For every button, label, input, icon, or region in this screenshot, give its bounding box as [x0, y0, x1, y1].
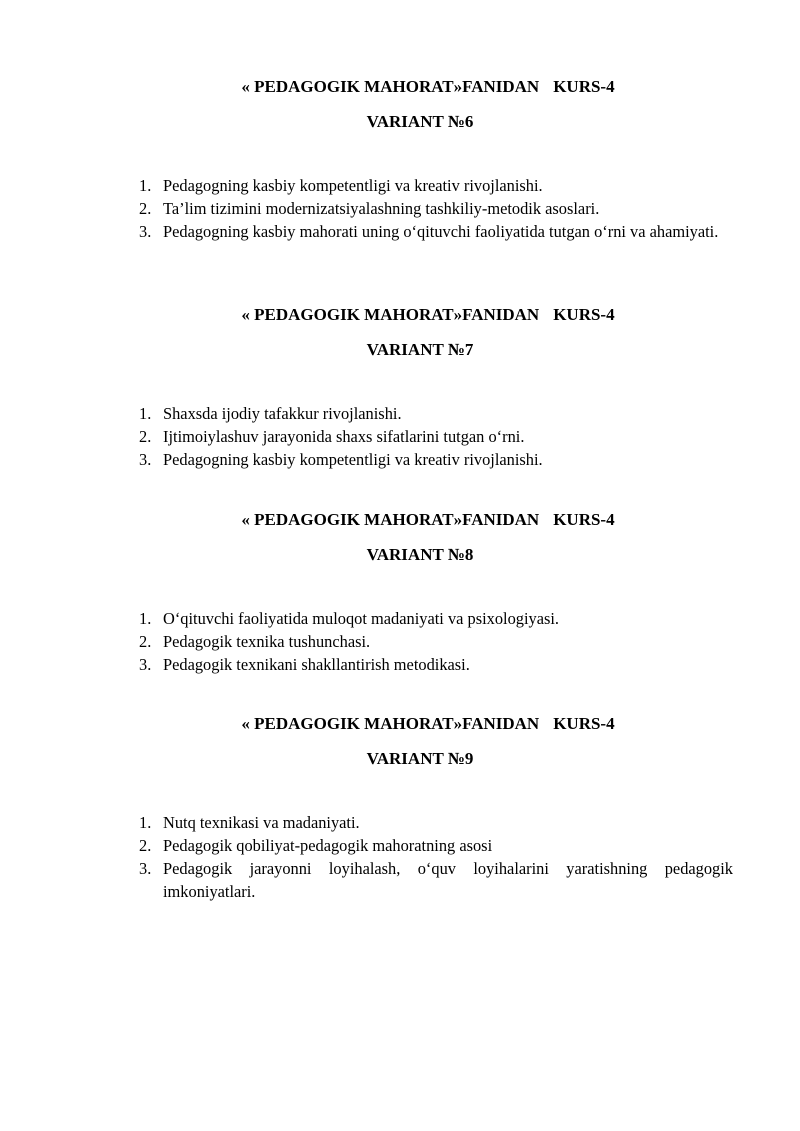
question-item	[0, 653, 733, 676]
question-item	[0, 630, 733, 653]
question-item	[0, 857, 733, 903]
variant-label: VARIANT №9	[366, 749, 474, 768]
question-number: 2.	[139, 836, 152, 855]
course-heading-main: « PEDAGOGIK MAHORAT»FANIDAN	[241, 305, 540, 324]
variant-label: VARIANT №7	[366, 340, 474, 359]
question-item	[0, 402, 733, 425]
question-number: 1.	[139, 609, 152, 628]
question-text: Ta’lim tizimini modernizatsiyalashning tashkiliy-metodik asoslari.	[163, 199, 600, 218]
course-heading-main: « PEDAGOGIK MAHORAT»FANIDAN	[241, 714, 540, 733]
question-number: 2.	[139, 199, 152, 218]
question-text: Pedagogik qobiliyat-pedagogik mahoratning asosi	[163, 836, 493, 855]
question-item	[0, 834, 733, 857]
question-number: 3.	[139, 655, 152, 674]
course-heading	[0, 77, 800, 97]
question-item	[0, 174, 733, 197]
question-item	[0, 197, 733, 220]
variant-label: VARIANT №6	[366, 112, 474, 131]
question-number: 3.	[139, 859, 152, 878]
question-item	[0, 607, 733, 630]
course-heading-main: « PEDAGOGIK MAHORAT»FANIDAN	[241, 510, 540, 529]
question-number: 1.	[139, 404, 152, 423]
question-number: 1.	[139, 813, 152, 832]
question-list	[0, 607, 800, 676]
variant-section-6	[0, 77, 800, 243]
question-text: Ijtimoiylashuv jarayonida shaxs sifatlarini tutgan o‘rni.	[163, 427, 525, 446]
question-text: Pedagogning kasbiy kompetentligi va kreativ rivojlanishi.	[163, 450, 543, 469]
question-text: Shaxsda ijodiy tafakkur rivojlanishi.	[163, 404, 402, 423]
question-text: Nutq texnikasi va madaniyati.	[163, 813, 360, 832]
question-number: 2.	[139, 632, 152, 651]
variant-section-7	[0, 305, 800, 471]
question-number: 1.	[139, 176, 152, 195]
question-text: Pedagogik jarayonni loyihalash, o‘quv loyihalarini yaratishning pedagogik imkoniyatlari.	[163, 859, 733, 901]
course-heading-kurs: KURS-4	[553, 305, 615, 324]
course-heading	[0, 510, 800, 530]
question-text: O‘qituvchi faoliyatida muloqot madaniyati va psixologiyasi.	[163, 609, 560, 628]
question-item	[0, 220, 733, 243]
variant-section-8	[0, 510, 800, 676]
course-heading	[0, 714, 800, 734]
variant-section-9	[0, 714, 800, 903]
variant-label: VARIANT №8	[366, 545, 474, 564]
course-heading-kurs: KURS-4	[553, 714, 615, 733]
question-text: Pedagogik texnika tushunchasi.	[163, 632, 371, 651]
question-number: 3.	[139, 222, 152, 241]
question-list	[0, 811, 800, 903]
question-item	[0, 811, 733, 834]
question-number: 3.	[139, 450, 152, 469]
course-heading-main: « PEDAGOGIK MAHORAT»FANIDAN	[241, 77, 540, 96]
question-number: 2.	[139, 427, 152, 446]
question-list	[0, 402, 800, 471]
question-item	[0, 448, 733, 471]
question-text: Pedagogning kasbiy kompetentligi va kreativ rivojlanishi.	[163, 176, 543, 195]
question-text: Pedagogning kasbiy mahorati uning o‘qituvchi faoliyatida tutgan o‘rni va ahamiyati.	[163, 222, 719, 241]
course-heading-kurs: KURS-4	[553, 77, 615, 96]
course-heading-kurs: KURS-4	[553, 510, 615, 529]
course-heading	[0, 305, 800, 325]
question-item	[0, 425, 733, 448]
question-list	[0, 174, 800, 243]
question-text: Pedagogik texnikani shakllantirish metodikasi.	[163, 655, 470, 674]
